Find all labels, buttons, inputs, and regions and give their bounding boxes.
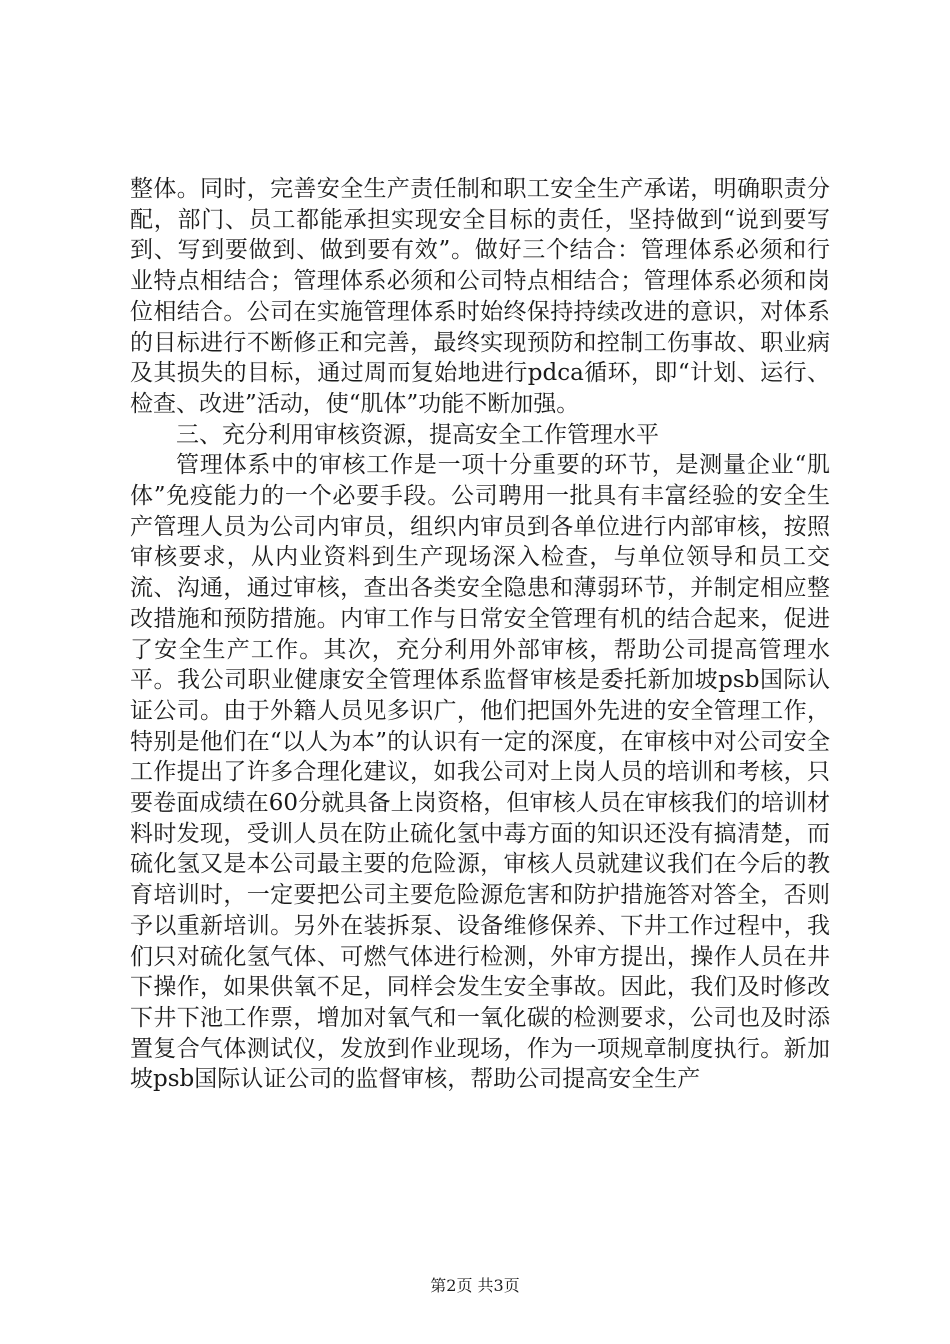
page-footer: 第2页 共3页 xyxy=(430,1276,520,1295)
section-heading-3: 三、充分利用审核资源，提高安全工作管理水平 xyxy=(176,421,659,448)
paragraph-audit: 管理体系中的审核工作是一项十分重要的环节，是测量企业“肌体”免疫能力的一个必要手段。公司聘用一批具有丰富经验的安全生产管理人员为公司内审员，组织内审员到各单位进行内部审核，按照审核要求，从内业资料到生产现场深入检查，与单位领导和员工交流、沟通，通过审核，查出各类安全隐患和薄弱环节，并制定相应整改措施和预防措施。内审工作与日常安全管理有机的结合起来，促进了安全生产工作。其次，充分利用外部审核，帮助公司提高管理水平。我公司职业健康安全管理体系监督审核是委托新加坡psb国际认证公司。由于外籍人员见多识广，他们把国外先进的安全管理工作，特别是他们在“以人为本”的认识有一定的深度，在审核中对公司安全工作提出了许多合理化建议，如我公司对上岗人员的培训和考核，只要卷面成绩在60分就具备上岗资格，但审核人员在审核我们的培训材料时发现，受训人员在防止硫化氢中毒方面的知识还没有搞清楚，而硫化氢又是本公司最主要的危险源，审核人员就建议我们在今后的教育培训时，一定要把公司主要危险源危害和防护措施答对答全，否则予以重新培训。另外在装拆泵、设备维修保养、下井工作过程中，我们只对硫化氢气体、可燃气体进行检测，外审方提出，操作人员在井下操作，如果供氧不足，同样会发生安全事故。因此，我们及时修改下井下池工作票，增加对氧气和一氧化碳的检测要求，公司也及时添置复合气体测试仪，发放到作业现场，作为一项规章制度执行。新加坡psb国际认证公司的监督审核，帮助公司提高安全生产 xyxy=(130,452,830,1093)
body-text xyxy=(130,174,830,1095)
paragraph-continued: 整体。同时，完善安全生产责任制和职工安全生产承诺，明确职责分配，部门、员工都能承担实现安全目标的责任，坚持做到“说到要写到、写到要做到、做到要有效”。做好三个结合：管理体系必须和行业特点相结合；管理体系必须和公司特点相结合；管理体系必须和岗位相结合。公司在实施管理体系时始终保持持续改进的意识，对体系的目标进行不断修正和完善，最终实现预防和控制工伤事故、职业病及其损失的目标，通过周而复始地进行pdca循环，即“计划、运行、检查、改进”活动，使“肌体”功能不断加强。 xyxy=(130,176,830,417)
